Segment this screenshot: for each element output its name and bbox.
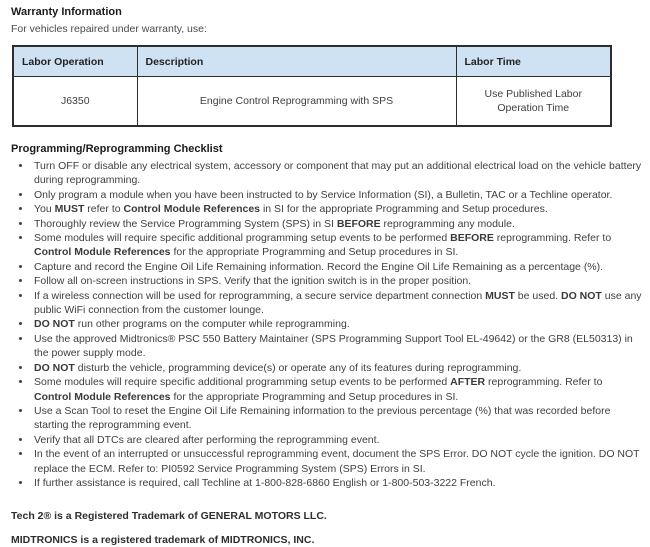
checklist-item: • Turn OFF or disable any electrical system, accessory or component that may put an additional electrical load on the vehicle battery during reprogramming. bbox=[32, 159, 642, 188]
checklist-item: • Capture and record the Engine Oil Life Remaining information. Record the Engine Oil Life Remaining as a percentage (%). bbox=[32, 260, 642, 274]
checklist-item: • Thoroughly review the Service Programming System (SPS) in SI BEFORE reprogramming any module. bbox=[32, 217, 642, 231]
checklist-item: • Some modules will require specific additional programming setup events to be performed BEFORE reprogramming. Refer to Control Module References for the appropriate Programming and Setup procedures in SI. bbox=[32, 231, 642, 260]
checklist-item: • If a wireless connection will be used for reprogramming, a secure service department connection MUST be used. DO NOT use any public WiFi connection from the customer lounge. bbox=[32, 289, 642, 318]
checklist-item: • Follow all on-screen instructions in SPS. Verify that the ignition switch is in the proper position. bbox=[32, 274, 642, 288]
checklist-item: • If further assistance is required, call Techline at 1-800-828-6860 English or 1-800-503-3222 French. bbox=[32, 476, 642, 490]
checklist-item: • Only program a module when you have been instructed to by Service Information (SI), a Bulletin, TAC or a Techline operator. bbox=[32, 188, 642, 202]
table-row bbox=[13, 77, 611, 127]
checklist-item: • Use the approved Midtronics® PSC 550 Battery Maintainer (SPS Programming Support Tool EL-49642) or the GR8 (EL50313) in the power supply mode. bbox=[32, 332, 642, 361]
checklist-item: • DO NOT run other programs on the computer while reprogramming. bbox=[32, 317, 642, 331]
checklist-item: • In the event of an interrupted or unsuccessful reprogramming event, document the SPS Error. DO NOT cycle the ignition. DO NOT replace the ECM. Refer to: PI0592 Service Programming System (SPS) Errors in SI. bbox=[32, 447, 642, 476]
trademark-midtronics: MIDTRONICS is a registered trademark of MIDTRONICS, INC. bbox=[11, 534, 315, 547]
table-header-labor-time: Labor Time bbox=[456, 46, 611, 77]
trademark-tech2: Tech 2® is a Registered Trademark of GENERAL MOTORS LLC. bbox=[11, 510, 327, 523]
warranty-intro: For vehicles repaired under warranty, use: bbox=[11, 23, 207, 35]
checklist bbox=[11, 159, 642, 490]
warranty-heading: Warranty Information bbox=[11, 6, 122, 18]
table-cell-labor-operation: J6350 bbox=[13, 77, 137, 127]
checklist-item: • Verify that all DTCs are cleared after performing the reprogramming event. bbox=[32, 433, 642, 447]
checklist-item: • DO NOT disturb the vehicle, programming device(s) or operate any of its features during reprogramming. bbox=[32, 361, 642, 375]
checklist-heading: Programming/Reprogramming Checklist bbox=[11, 143, 223, 155]
table-cell-labor-time: Use Published Labor Operation Time bbox=[456, 77, 611, 127]
table-header-labor-operation: Labor Operation bbox=[13, 46, 137, 77]
checklist-item: • Some modules will require specific additional programming setup events to be performed AFTER reprogramming. Refer to Control Module References for the appropriate Programming and Setup procedures in SI. bbox=[32, 375, 642, 404]
checklist-item: • Use a Scan Tool to reset the Engine Oil Life Remaining information to the previous percentage (%) that was recorded before starting the reprogramming event. bbox=[32, 404, 642, 433]
table-cell-description: Engine Control Reprogramming with SPS bbox=[137, 77, 456, 127]
table-header-description: Description bbox=[137, 46, 456, 77]
table-header-row bbox=[13, 46, 611, 77]
checklist-item: • You MUST refer to Control Module References in SI for the appropriate Programming and Setup procedures. bbox=[32, 202, 642, 216]
warranty-table bbox=[12, 45, 612, 127]
